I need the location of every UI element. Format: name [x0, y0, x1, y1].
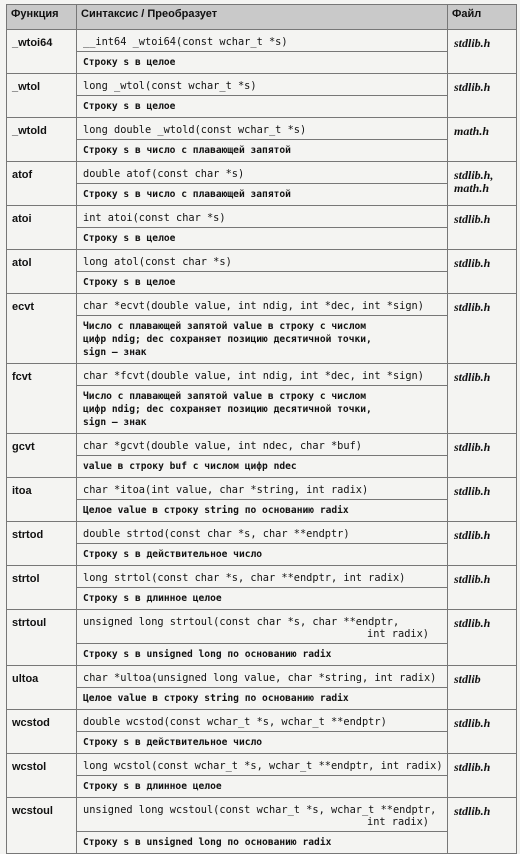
- table-row: [7, 30, 517, 74]
- syntax-cell: [77, 74, 448, 118]
- header-file-name: stdlib.h: [448, 364, 517, 434]
- function-name: _wtoi64: [7, 30, 77, 74]
- header-file-name: stdlib.h: [448, 294, 517, 364]
- function-signature: [77, 74, 447, 96]
- syntax-cell: [77, 118, 448, 162]
- function-signature: [77, 364, 447, 386]
- function-signature: [77, 566, 447, 588]
- function-name: ecvt: [7, 294, 77, 364]
- table-row: [7, 478, 517, 522]
- function-signature: [77, 754, 447, 776]
- function-description: Строку s в число с плавающей запятой: [83, 189, 291, 200]
- header-file-name: stdlib.h: [448, 434, 517, 478]
- function-signature: [77, 434, 447, 456]
- function-name: ultoa: [7, 666, 77, 710]
- table-header-row: [7, 5, 517, 30]
- signature-text: long atol(const char *s): [83, 256, 232, 268]
- function-signature: [77, 610, 447, 644]
- function-description: Строку s в целое: [83, 277, 176, 288]
- function-signature: [77, 250, 447, 272]
- function-description: Строку s в число с плавающей запятой: [83, 145, 291, 156]
- function-description: Число с плавающей запятой value в строку с числом цифр ndig; dec сохраняет позицию десятичной точки, sign — знак: [83, 321, 372, 358]
- syntax-cell: [77, 206, 448, 250]
- signature-text: unsigned long strtoul(const char *s, char **endptr,: [83, 616, 400, 628]
- syntax-cell: [77, 364, 448, 434]
- syntax-cell: [77, 250, 448, 294]
- function-signature: [77, 798, 447, 832]
- signature-text: long strtol(const char *s, char **endptr, int radix): [83, 572, 406, 584]
- function-signature: [77, 666, 447, 688]
- function-description: Строку s в действительное число: [83, 549, 263, 560]
- table-row: [7, 566, 517, 610]
- syntax-cell: [77, 30, 448, 74]
- function-description: Строку s в целое: [83, 101, 176, 112]
- function-description: Строку s в целое: [83, 57, 176, 68]
- header-file-name: stdlib.h: [448, 754, 517, 798]
- signature-text: char *gcvt(double value, int ndec, char *buf): [83, 440, 362, 452]
- header-file-name: stdlib.h: [448, 566, 517, 610]
- header-file-name: stdlib.h: [448, 74, 517, 118]
- header-file-name: stdlib.h: [448, 30, 517, 74]
- table-body: [7, 30, 517, 854]
- function-name: itoa: [7, 478, 77, 522]
- header-file: Файл: [448, 5, 517, 30]
- table-row: [7, 610, 517, 666]
- header-file-name: stdlib: [448, 666, 517, 710]
- function-name: fcvt: [7, 364, 77, 434]
- function-name: wcstol: [7, 754, 77, 798]
- function-description: Строку s в unsigned long по основанию radix: [83, 649, 332, 660]
- table-row: [7, 74, 517, 118]
- functions-table: [6, 4, 517, 854]
- function-description: Строку s в целое: [83, 233, 176, 244]
- signature-text: char *itoa(int value, char *string, int radix): [83, 484, 369, 496]
- header-file-name: stdlib.h: [448, 250, 517, 294]
- syntax-cell: [77, 294, 448, 364]
- signature-text: int atoi(const char *s): [83, 212, 226, 224]
- syntax-cell: [77, 710, 448, 754]
- header-file-name: stdlib.h: [448, 206, 517, 250]
- signature-text: unsigned long wcstoul(const wchar_t *s, wchar_t **endptr,: [83, 804, 437, 816]
- function-description: Число с плавающей запятой value в строку с числом цифр ndig; dec сохраняет позицию десятичной точки, sign — знак: [83, 391, 372, 428]
- signature-text: long wcstol(const wchar_t *s, wchar_t **endptr, int radix): [83, 760, 443, 772]
- syntax-cell: [77, 434, 448, 478]
- header-file-name: stdlib.h: [448, 610, 517, 666]
- signature-text: double strtod(const char *s, char **endptr): [83, 528, 350, 540]
- function-description: Целое value в строку string по основанию radix: [83, 693, 349, 704]
- function-signature: [77, 118, 447, 140]
- function-name: _wtol: [7, 74, 77, 118]
- signature-text: __int64 _wtoi64(const wchar_t *s): [83, 36, 288, 48]
- function-name: atof: [7, 162, 77, 206]
- header-file-name: stdlib.h: [448, 478, 517, 522]
- function-name: wcstoul: [7, 798, 77, 854]
- signature-text: char *fcvt(double value, int ndig, int *dec, int *sign): [83, 370, 424, 382]
- function-name: gcvt: [7, 434, 77, 478]
- table-row: [7, 364, 517, 434]
- header-file-name: stdlib.h: [448, 798, 517, 854]
- function-description: value в строку buf с числом цифр ndec: [83, 461, 297, 472]
- function-description: Строку s в длинное целое: [83, 593, 222, 604]
- table-row: [7, 250, 517, 294]
- function-signature: [77, 522, 447, 544]
- table-row: [7, 162, 517, 206]
- function-signature: [77, 206, 447, 228]
- syntax-cell: [77, 666, 448, 710]
- header-file-name: stdlib.h: [448, 710, 517, 754]
- table-row: [7, 294, 517, 364]
- table-row: [7, 118, 517, 162]
- table-row: [7, 434, 517, 478]
- function-name: strtod: [7, 522, 77, 566]
- signature-text: double wcstod(const wchar_t *s, wchar_t **endptr): [83, 716, 387, 728]
- signature-continuation: int radix): [367, 628, 429, 640]
- function-description: Строку s в длинное целое: [83, 781, 222, 792]
- function-name: strtoul: [7, 610, 77, 666]
- function-name: strtol: [7, 566, 77, 610]
- signature-continuation: int radix): [367, 816, 429, 828]
- signature-text: double atof(const char *s): [83, 168, 245, 180]
- signature-text: long _wtol(const wchar_t *s): [83, 80, 257, 92]
- table-row: [7, 206, 517, 250]
- function-name: atol: [7, 250, 77, 294]
- header-function: Функция: [7, 5, 77, 30]
- function-signature: [77, 30, 447, 52]
- signature-text: long double _wtold(const wchar_t *s): [83, 124, 307, 136]
- function-signature: [77, 294, 447, 316]
- table-row: [7, 754, 517, 798]
- header-file-name: stdlib.h: [448, 522, 517, 566]
- function-name: _wtold: [7, 118, 77, 162]
- function-description: Строку s в действительное число: [83, 737, 263, 748]
- header-file-name: math.h: [448, 118, 517, 162]
- function-description: Строку s в unsigned long по основанию radix: [83, 837, 332, 848]
- table-row: [7, 798, 517, 854]
- syntax-cell: [77, 754, 448, 798]
- function-signature: [77, 478, 447, 500]
- table-row: [7, 710, 517, 754]
- syntax-cell: [77, 522, 448, 566]
- signature-text: char *ecvt(double value, int ndig, int *dec, int *sign): [83, 300, 424, 312]
- function-name: wcstod: [7, 710, 77, 754]
- syntax-cell: [77, 610, 448, 666]
- table-row: [7, 666, 517, 710]
- signature-text: char *ultoa(unsigned long value, char *string, int radix): [83, 672, 437, 684]
- syntax-cell: [77, 162, 448, 206]
- function-description: Целое value в строку string по основанию radix: [83, 505, 349, 516]
- syntax-cell: [77, 566, 448, 610]
- syntax-cell: [77, 478, 448, 522]
- function-signature: [77, 710, 447, 732]
- syntax-cell: [77, 798, 448, 854]
- function-name: atoi: [7, 206, 77, 250]
- header-file-name: stdlib.h, math.h: [448, 162, 517, 206]
- function-signature: [77, 162, 447, 184]
- header-syntax: Синтаксис / Преобразует: [77, 5, 448, 30]
- table-row: [7, 522, 517, 566]
